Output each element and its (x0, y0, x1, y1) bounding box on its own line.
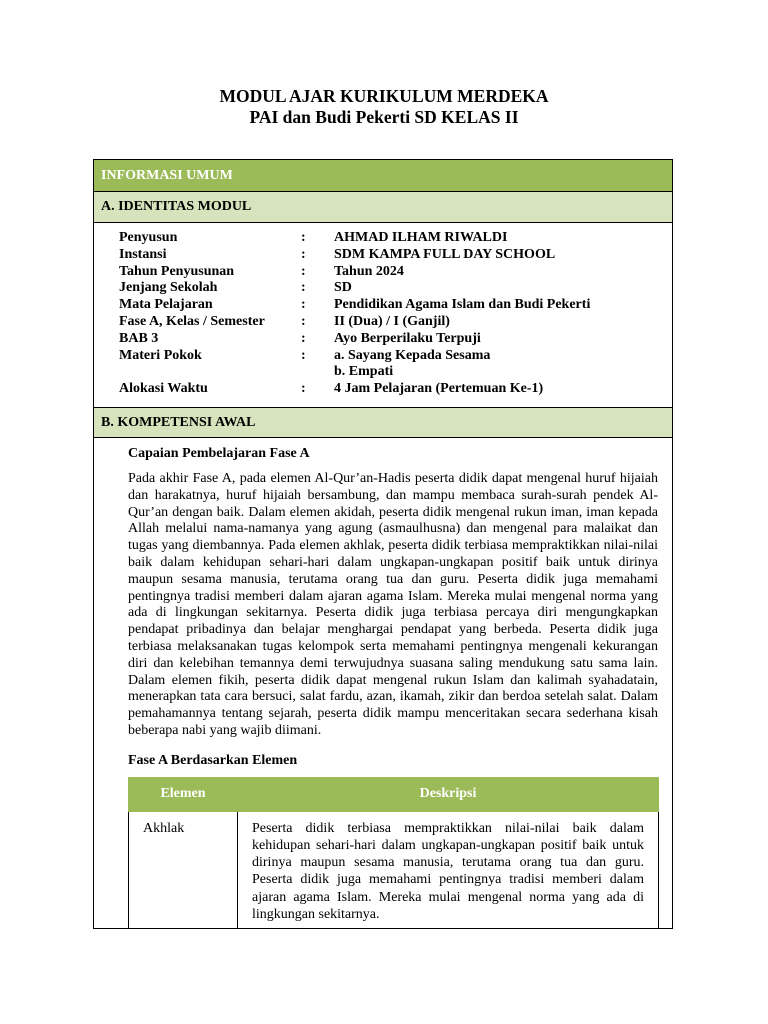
identity-label: BAB 3 (119, 330, 159, 346)
identity-row (119, 381, 669, 398)
identity-value-item: Pendidikan Agama Islam dan Budi Pekerti (334, 297, 591, 313)
identity-label: Instansi (119, 246, 167, 262)
identity-row (119, 280, 669, 297)
title-line-2: PAI dan Budi Pekerti SD KELAS II (249, 107, 519, 127)
table-row (129, 811, 659, 929)
identity-value-item: AHMAD ILHAM RIWALDI (334, 230, 508, 245)
identity-value-item: II (Dua) / I (Ganjil) (334, 313, 450, 329)
identity-colon: : (301, 347, 306, 363)
identity-row (119, 230, 669, 247)
identity-label: Penyusun (119, 230, 178, 245)
identity-row (119, 297, 669, 314)
identity-value-item: SD (334, 280, 352, 296)
identity-value-item: Tahun 2024 (334, 263, 404, 279)
identity-label: Tahun Penyusunan (119, 263, 235, 279)
elements-header-row (129, 777, 659, 811)
section-b-header: B. KOMPETENSI AWAL (94, 407, 672, 438)
identity-value (334, 381, 669, 398)
element-name: Akhlak (129, 811, 238, 929)
identity-row (119, 247, 669, 264)
identity-value (334, 348, 669, 382)
identity-label: Mata Pelajaran (119, 297, 213, 313)
identity-value (334, 314, 669, 331)
identity-value (334, 331, 669, 348)
identity-colon: : (301, 263, 306, 279)
info-table (93, 159, 673, 929)
section-a-header: A. IDENTITAS MODUL (94, 192, 672, 223)
identity-colon: : (301, 297, 306, 313)
elements-table (128, 777, 659, 929)
identity-colon: : (301, 313, 306, 329)
identity-value (334, 247, 669, 264)
identity-colon: : (301, 280, 306, 296)
identity-value-item: Ayo Berperilaku Terpuji (334, 330, 481, 346)
identity-value-item: a. Sayang Kepada Sesama (334, 347, 491, 363)
identity-label: Alokasi Waktu (119, 381, 208, 397)
identity-row (119, 348, 669, 382)
identity-row (119, 264, 669, 281)
identity-colon: : (301, 230, 306, 245)
identity-row (119, 314, 669, 331)
identity-value (334, 297, 669, 314)
identity-list (119, 230, 669, 398)
identity-value-item: b. Empati (334, 364, 394, 380)
identity-value (334, 280, 669, 297)
element-description: Peserta didik terbiasa mempraktikkan nilai-nilai baik dalam kehidupan sehari-hari dalam ungkapan-ungkapan positif baik untuk dirinya maupun sesama manusia, terutama orang tua dan guru. Peserta didik juga memahami pentingnya tradisi memberi dalam ajaran agama Islam. Mereka mulai mengenal norma yang ada di lingkungan sekitarnya. (238, 811, 659, 929)
elements-subheading: Fase A Berdasarkan Elemen (128, 752, 298, 768)
competency-section (128, 445, 658, 929)
identity-value-item: SDM KAMPA FULL DAY SCHOOL (334, 246, 556, 262)
title-line-1: MODUL AJAR KURIKULUM MERDEKA (219, 86, 549, 106)
identity-label: Materi Pokok (119, 347, 202, 363)
document-title (0, 86, 768, 128)
identity-value (334, 230, 669, 247)
info-header: INFORMASI UMUM (94, 160, 672, 192)
identity-colon: : (301, 381, 306, 397)
competency-subheading: Capaian Pembelajaran Fase A (128, 446, 310, 461)
elements-header-element: Elemen (129, 777, 238, 811)
identity-value-item: 4 Jam Pelajaran (Pertemuan Ke-1) (334, 381, 544, 397)
elements-header-description: Deskripsi (238, 777, 659, 811)
identity-value (334, 264, 669, 281)
identity-label: Jenjang Sekolah (119, 280, 218, 296)
identity-colon: : (301, 330, 306, 346)
identity-colon: : (301, 246, 306, 262)
identity-row (119, 331, 669, 348)
competency-paragraph: Pada akhir Fase A, pada elemen Al-Qur’an-Hadis peserta didik dapat mengenal huruf hijaiah dan harakatnya, huruf hijaiah bersambung, dan mampu membaca surah-surah pendek Al-Qur’an dengan baik. Dalam elemen akidah, peserta didik mengenal rukun iman, iman kepada Allah melalui nama-namanya yang agung (asmaulhusna) dan mengenal para malaikat dan tugas yang diembannya. Pada elemen akhlak, peserta didik terbiasa mempraktikkan nilai-nilai baik dalam kehidupan sehari-hari dalam ungkapan-ungkapan positif baik untuk dirinya maupun sesama manusia, terutama orang tua dan guru. Peserta didik juga memahami pentingnya tradisi memberi dalam ajaran agama Islam. Mereka mulai mengenal norma yang ada di lingkungan sekitarnya. Peserta didik juga terbiasa percaya diri mengungkapkan pendapat pribadinya dan belajar menghargai pendapat yang berbeda. Peserta didik juga terbiasa melaksanakan tugas kelompok serta memahami pentingnya mengenali kekurangan diri dan kelebihan temannya demi terwujudnya suasana saling mendukung satu sama lain. Dalam elemen fikih, peserta didik dapat mengenal rukun Islam dan kalimah syahadatain, menerapkan tata cara bersuci, salat fardu, azan, ikamah, zikir dan berdoa setelah salat. Dalam pemahamannya tentang sejarah, peserta didik mampu menceritakan secara sederhana kisah beberapa nabi yang wajib diimani. (128, 471, 658, 738)
identity-label: Fase A, Kelas / Semester (119, 313, 265, 329)
